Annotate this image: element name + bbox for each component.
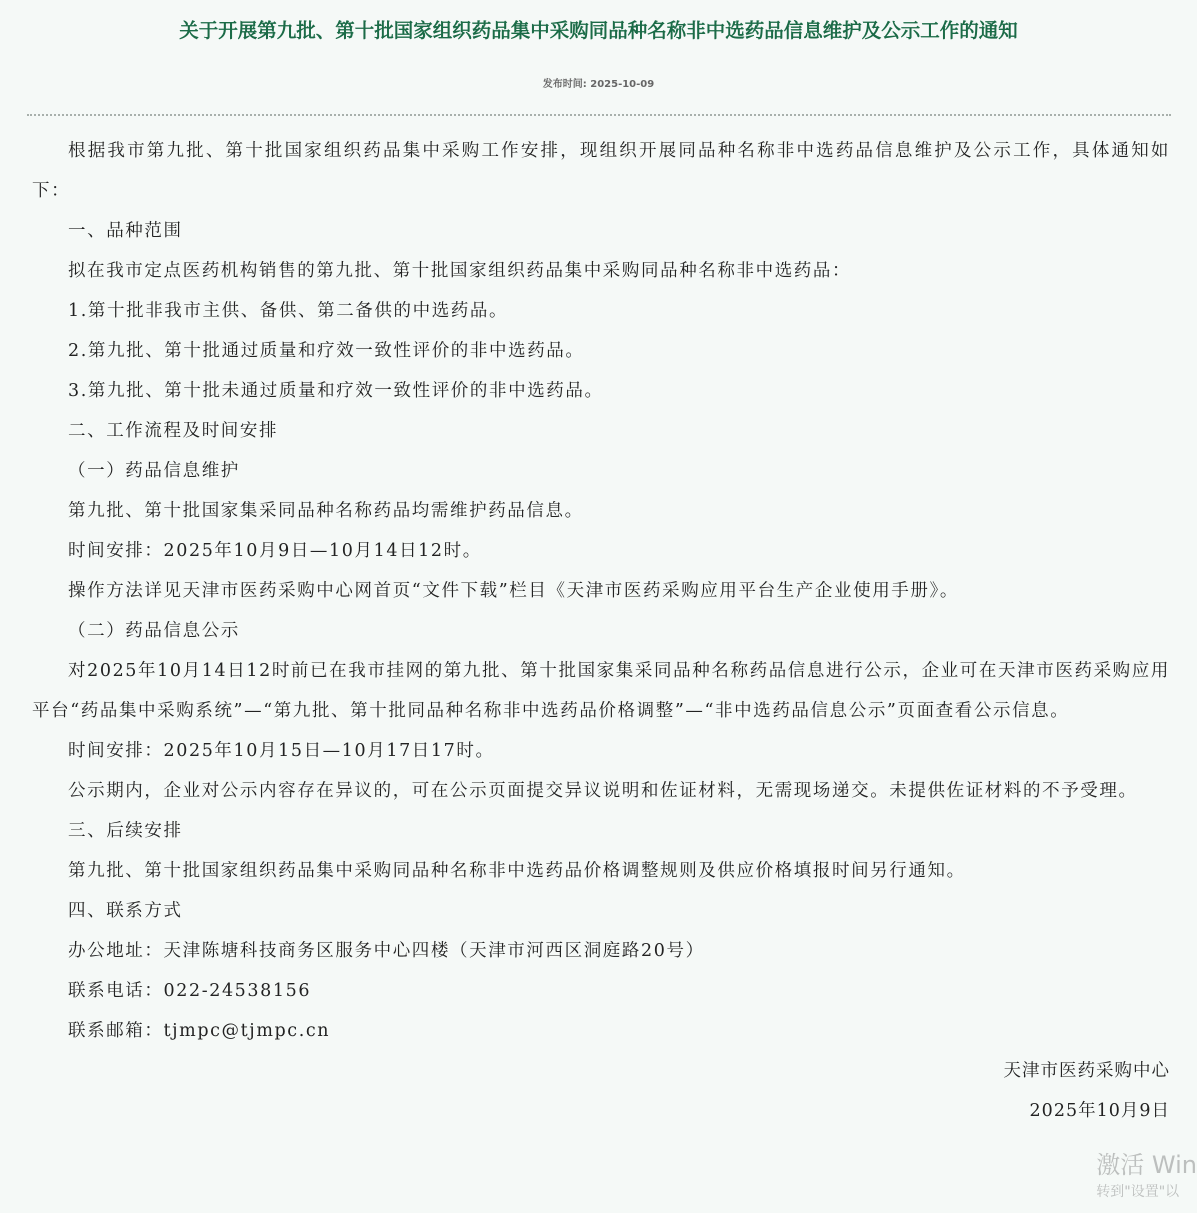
signature-date: 2025年10月9日 [1029,1101,1170,1121]
list-item: 2.第九批、第十批通过质量和疗效一致性评价的非中选药品。 [68,341,585,361]
body-paragraph: 第九批、第十批国家组织药品集中采购同品种名称非中选药品价格调整规则及供应价格填报时间另行通知。 [68,861,966,881]
signature-org: 天津市医药采购中心 [1003,1061,1170,1081]
publish-date: 发布时间: 2025-10-09 [542,79,655,90]
list-item: 3.第九批、第十批未通过质量和疗效一致性评价的非中选药品。 [68,381,604,401]
section-heading-followup: 三、后续安排 [68,821,183,841]
contact-email: 联系邮箱：tjmpc@tjmpc.cn [68,1021,331,1041]
section-heading-process: 二、工作流程及时间安排 [68,421,279,441]
list-item: 1.第十批非我市主供、备供、第二备供的中选药品。 [68,301,509,321]
dotted-divider [27,114,1171,116]
intro-paragraph: 根据我市第九批、第十批国家组织药品集中采购工作安排，现组织开展同品种名称非中选药品信息维护及公示工作，具体通知如下： [32,141,1170,201]
watermark-line-2: 转到"设置"以 [1096,1184,1180,1200]
subsection-heading-maintenance: （一）药品信息维护 [68,461,240,481]
article-body [32,131,1170,1131]
body-paragraph: 公示期内，企业对公示内容存在异议的，可在公示页面提交异议说明和佐证材料，无需现场递交。未提供佐证材料的不予受理。 [68,781,1138,801]
windows-activation-watermark [1096,1148,1197,1202]
subsection-heading-publicity: （二）药品信息公示 [68,621,240,641]
contact-phone: 联系电话：022-24538156 [68,981,312,1001]
body-paragraph: 拟在我市定点医药机构销售的第九批、第十批国家组织药品集中采购同品种名称非中选药品： [68,261,852,281]
schedule-paragraph: 时间安排：2025年10月15日—10月17日17时。 [68,741,495,761]
contact-address: 办公地址：天津陈塘科技商务区服务中心四楼（天津市河西区洞庭路20号） [68,941,705,961]
watermark-line-1: 激活 Win [1096,1151,1197,1179]
schedule-paragraph: 时间安排：2025年10月9日—10月14日12时。 [68,541,482,561]
section-heading-scope: 一、品种范围 [68,221,183,241]
body-paragraph: 对2025年10月14日12时前已在我市挂网的第九批、第十批国家集采同品种名称药品信息进行公示，企业可在天津市医药采购应用平台“药品集中采购系统”—“第九批、第十批同品种名称非中选药品价格调整”—“非中选药品信息公示”页面查看公示信息。 [32,661,1170,721]
body-paragraph: 操作方法详见天津市医药采购中心网首页“文件下载”栏目《天津市医药采购应用平台生产企业使用手册》。 [68,581,959,601]
body-paragraph: 第九批、第十批国家集采同品种名称药品均需维护药品信息。 [68,501,584,521]
article-title: 关于开展第九批、第十批国家组织药品集中采购同品种名称非中选药品信息维护及公示工作的通知 [179,19,1018,42]
section-heading-contact: 四、联系方式 [68,901,183,921]
